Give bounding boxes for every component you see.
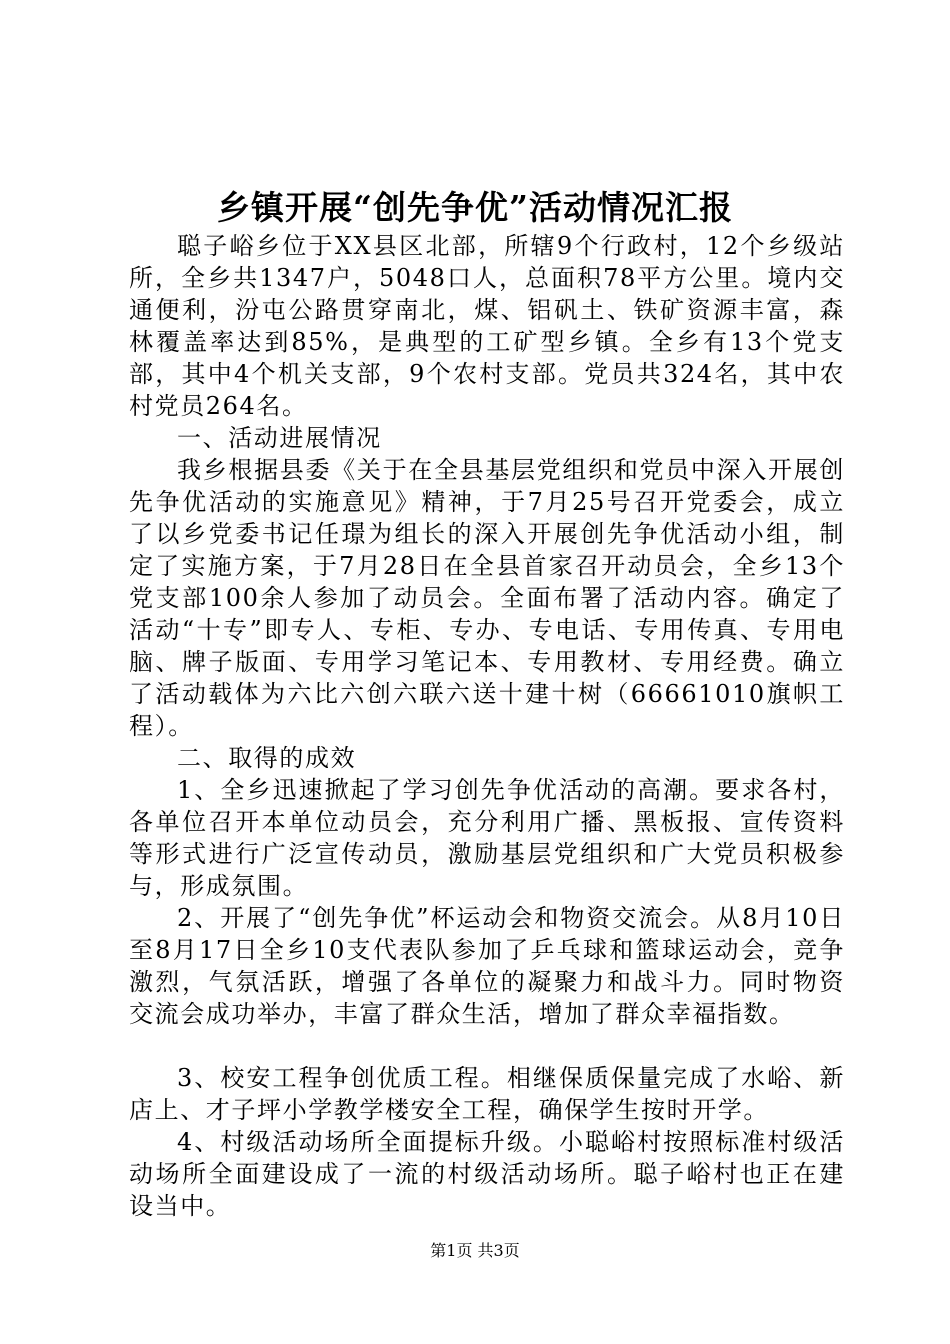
progress-paragraph: 我乡根据县委《关于在全县基层党组织和党员中深入开展创先争优活动的实施意见》精神，于7月25号召开党委会，成立了以乡党委书记任璟为组长的深入开展创先争优活动小组，制定了实施方案，于7月28日在全县首家召开动员会，全乡13个党支部100余人参加了动员会。全面布署了活动内容。确定了活动“十专”即专人、专柜、专办、专电话、专用传真、专用电脑、牌子版面、专用学习笔记本、专用教材、专用经费。确立了活动载体为六比六创六联六送十建十树（66661010旗帜工程）。 [129, 456, 845, 740]
result-item-1: 1、全乡迅速掀起了学习创先争优活动的高潮。要求各村，各单位召开本单位动员会，充分利用广播、黑板报、宣传资料等形式进行广泛宣传动员，激励基层党组织和广大党员积极参与，形成氛围。 [129, 776, 845, 900]
result-item-3: 3、校安工程争创优质工程。相继保质保量完成了水峪、新店上、才子坪小学教学楼安全工程，确保学生按时开学。 [129, 1064, 845, 1124]
result-item-2: 2、开展了“创先争优”杯运动会和物资交流会。从8月10日至8月17日全乡10支代表队参加了乒乓球和篮球运动会，竞争激烈，气氛活跃，增强了各单位的凝聚力和战斗力。同时物资交流会成功举办，丰富了群众生活，增加了群众幸福指数。 [129, 904, 845, 1028]
result-item-4: 4、村级活动场所全面提标升级。小聪峪村按照标准村级活动场所全面建设成了一流的村级活动场所。聪子峪村也正在建设当中。 [129, 1128, 845, 1220]
document-body [129, 230, 845, 1222]
page-number-footer: 第1页 共3页 [430, 1241, 520, 1260]
section-heading-progress: 一、活动进展情况 [177, 424, 382, 452]
section-heading-results: 二、取得的成效 [177, 744, 357, 772]
paragraph-spacer [129, 1030, 845, 1062]
document-title: 乡镇开展“创先争优”活动情况汇报 [217, 188, 733, 227]
intro-paragraph: 聪子峪乡位于XX县区北部，所辖9个行政村，12个乡级站所，全乡共1347户，5048口人，总面积78平方公里。境内交通便利，汾屯公路贯穿南北，煤、铝矾土、铁矿资源丰富，森林覆盖率达到85%，是典型的工矿型乡镇。全乡有13个党支部，其中4个机关支部，9个农村支部。党员共324名，其中农村党员264名。 [129, 232, 845, 420]
